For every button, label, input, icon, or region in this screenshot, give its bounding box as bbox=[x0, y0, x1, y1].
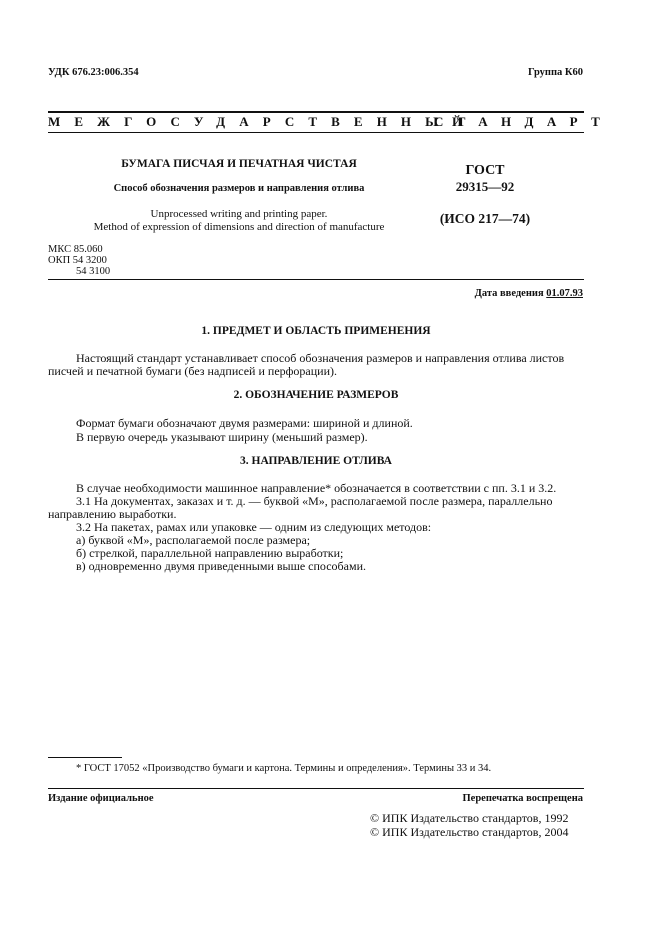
section-2-line-1: Формат бумаги обозначают двумя размерами: шириной и длиной. bbox=[76, 416, 413, 430]
copyright-2004: © ИПК Издательство стандартов, 2004 bbox=[370, 825, 569, 839]
section-3-line-5: а) буквой «М», располагаемой после размера; bbox=[76, 533, 311, 547]
okp-code-1: ОКП 54 3200 bbox=[48, 255, 107, 266]
section-1-line-1: Настоящий стандарт устанавливает способ обозначения размеров и направления отлива листов bbox=[76, 351, 565, 365]
subtitle-russian: Способ обозначения размеров и направления отлива bbox=[113, 183, 365, 194]
section-3-heading: 3. НАПРАВЛЕНИЕ ОТЛИВА bbox=[240, 455, 392, 467]
section-1-heading: 1. ПРЕДМЕТ И ОБЛАСТЬ ПРИМЕНЕНИЯ bbox=[201, 325, 431, 337]
mks-code: МКС 85.060 bbox=[48, 244, 103, 255]
section-3-line-1: В случае необходимости машинное направление* обозначается в соответствии с пп. 3.1 и 3.2. bbox=[76, 481, 557, 495]
official-edition: Издание официальное bbox=[48, 793, 154, 804]
section-3-line-4: 3.2 На пакетах, рамах или упаковке — одним из следующих методов: bbox=[76, 520, 432, 534]
section-3-line-7: в) одновременно двумя приведенными выше способами. bbox=[76, 559, 366, 573]
banner-bottom-rule bbox=[48, 132, 584, 133]
title-english-line2: Method of expression of dimensions and direction of manufacture bbox=[93, 221, 385, 233]
reprint-notice: Перепечатка воспрещена bbox=[462, 793, 583, 804]
footnote-text: * ГОСТ 17052 «Производство бумаги и картона. Термины и определения». Термины 33 и 34. bbox=[76, 763, 492, 774]
copyright-1992: © ИПК Издательство стандартов, 1992 bbox=[370, 811, 569, 825]
footer-rule bbox=[48, 788, 584, 789]
introduction-date-label: Дата введения bbox=[474, 288, 544, 299]
section-2-heading: 2. ОБОЗНАЧЕНИЕ РАЗМЕРОВ bbox=[233, 389, 399, 401]
section-3-line-2: 3.1 На документах, заказах и т. д. — буквой «М», располагаемой после размера, параллельно bbox=[76, 494, 553, 508]
introduction-date bbox=[475, 288, 583, 299]
banner-interstate: МЕЖГОСУДАРСТВЕННЫЙ bbox=[48, 114, 477, 129]
section-3-line-6: б) стрелкой, параллельной направлению выработки; bbox=[76, 546, 344, 560]
section-2-line-2: В первую очередь указывают ширину (меньший размер). bbox=[76, 430, 368, 444]
banner-top-rule bbox=[48, 111, 584, 113]
gost-label: ГОСТ bbox=[465, 163, 505, 178]
codes-rule bbox=[48, 279, 584, 280]
okp-code-2: 54 3100 bbox=[76, 266, 111, 277]
footnote-rule bbox=[48, 757, 122, 758]
title-russian: БУМАГА ПИСЧАЯ И ПЕЧАТНАЯ ЧИСТАЯ bbox=[121, 158, 357, 170]
udk-code: УДК 676.23:006.354 bbox=[48, 67, 139, 78]
section-1-line-2: писчей и печатной бумаги (без надписей и перфорации). bbox=[48, 364, 338, 378]
gost-number: 29315—92 bbox=[455, 179, 515, 194]
iso-number: (ИСО 217—74) bbox=[439, 211, 531, 226]
group-code: Группа К60 bbox=[527, 67, 583, 78]
section-3-line-3: направлению выработки. bbox=[48, 507, 177, 521]
banner-standard: СТАНДАРТ bbox=[434, 114, 614, 129]
introduction-date-value: 01.07.93 bbox=[546, 288, 583, 299]
title-english-line1: Unprocessed writing and printing paper. bbox=[150, 208, 328, 220]
